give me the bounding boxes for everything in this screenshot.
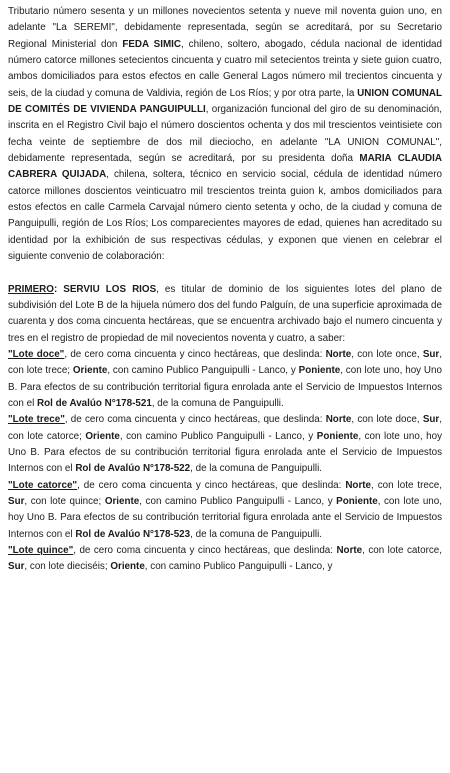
lot-name: "Lote quince" [8,545,74,556]
lot-name: "Lote trece" [8,414,65,426]
boundary-oriente: Oriente [104,495,140,507]
intro-text-1: Tributario número sesenta y un millones novecientos setenta y nueve mil noventa guion uno, en adelante "La SEREMI", debidamente representada, según se acreditará, por su Secretario Regional Ministerial don [8,6,442,50]
rol-avaluo: Rol de Avalúo N°178-523 [75,528,191,540]
boundary-oriente: Oriente [72,365,108,377]
lot-paragraph [8,412,442,477]
boundary-oriente: Oriente [85,430,120,442]
lot-text: , con lote once, [351,348,423,360]
boundary-norte: Norte [325,348,352,360]
primero-heading: PRIMERO [8,283,54,295]
boundary-norte: Norte [336,545,363,556]
lot-text: , con lote uno, hoy Uno B. Para efectos de su contribución territorial figura enrolada ante el Servicio de Impuestos Internos con el [8,430,443,475]
lot-text: , de cero coma cincuenta y cinco hectáreas, que deslinda: [64,348,326,360]
lot-text: , con lote catorce; [8,414,442,442]
lot-text: , de la comuna de Panguipulli. [190,528,323,540]
lot-text: , con camino Publico Panguipulli - Lanco, y [139,495,337,507]
boundary-sur: Sur [422,348,440,360]
lot-text: , con lote dieciséis; [24,561,111,573]
primero-party: SERVIU LOS RIOS [63,283,157,295]
boundary-poniente: Poniente [298,365,341,377]
document-page [8,4,442,576]
lot-text: , de la comuna de Panguipulli. [190,463,323,475]
lot-name: "Lote doce" [8,348,65,360]
rol-avaluo: Rol de Avalúo N°178-521 [37,397,152,409]
lot-text: , de cero coma cincuenta y cinco hectáreas, que deslinda: [73,545,337,556]
boundary-poniente: Poniente [336,495,378,507]
lot-text: , de cero coma cincuenta y cinco hectáreas, que deslinda: [77,479,346,491]
union-name: UNION COMUNAL DE COMITÉS DE VIVIENDA PANGUIPULLI [8,87,442,116]
intro-paragraph [8,4,442,266]
lot-text: , de la comuna de Panguipulli. [151,397,284,409]
boundary-norte: Norte [345,479,372,491]
primero-text: , es titular de dominio de los siguientes lotes del plano de subdivisión del Lote B de la hijuela número dos del fundo Palguín, de una superficie aproximada de cuarenta y dos coma cincuenta hectáreas, que se encuentra archivado bajo el numero cincuenta y tres en el registro de propiedad de mil novecientos noventa y cuatro, a saber: [8,283,443,344]
boundary-poniente: Poniente [316,430,359,442]
lot-name: "Lote catorce" [8,479,78,491]
lot-text: , con camino Publico Panguipulli - Lanco, y [119,430,317,442]
lot-text: , con camino Publico Panguipulli - Lanco, y [144,561,333,573]
boundary-sur: Sur [422,414,440,426]
paragraph-gap [8,266,442,282]
boundary-sur: Sur [8,561,25,573]
lot-text: , con camino Publico Panguipulli - Lanco, y [107,365,299,377]
lot-text: , con lote trece, [371,479,442,491]
lot-text: , con lote doce, [351,414,423,426]
boundary-sur: Sur [8,495,25,507]
primero-paragraph [8,282,442,347]
president-name: MARIA CLAUDIA CABRERA QUIJADA [8,153,442,181]
intro-text-4: , chilena, soltera, técnico en servicio social, cédula de identidad número catorce millones doscientos veinticuatro mil trescientos treinta guion k, ambos domiciliados para estos efectos en calle Carmela Carvajal número ciento setenta y ocho, de la ciudad y comuna de Panguipulli, región de Los Ríos; Los comparecientes mayores de edad, quienes han acreditado su identidad por la exhibición de sus respectivas cédulas, y exponen que vienen en celebrar el siguiente convenio de colaboración: [8,169,443,263]
representative-name: FEDA SIMIC [122,38,182,50]
lot-paragraph [8,478,442,543]
intro-text-3: , organización funcional del giro de su denominación, inscrita en el Registro Civil bajo el número doscientos ochenta y dos mil trescientos veintisiete con fecha veinte de septiembre de dos mil dieciocho, en adelante "LA UNION COMUNAL", debidamente representada, según se acreditará, por su presidenta doña [8,104,443,165]
lot-text: , con lote trece; [8,348,443,377]
lot-paragraph [8,347,442,412]
lot-text: , con lote uno, hoy Uno B. Para efectos de su contribución territorial figura enrolada ante el Servicio de Impuestos Internos con el [8,365,442,409]
boundary-oriente: Oriente [110,561,145,573]
boundary-norte: Norte [325,414,352,426]
lot-text: , con lote uno, hoy Uno B. Para efectos de su contribución territorial figura enrolada ante el Servicio de Impuestos Internos con el [8,495,442,540]
lot-paragraph [8,543,442,576]
lot-text: , con lote quince; [24,495,105,507]
lot-text: , de cero coma cincuenta y cinco hectáreas, que deslinda: [64,414,326,426]
rol-avaluo: Rol de Avalúo N°178-522 [75,463,191,475]
lot-text: , con lote catorce, [362,545,442,556]
intro-text-2: , chileno, soltero, abogado, cédula nacional de identidad número catorce millones setecientos cincuenta y cuatro mil setecientos treinta y siete guion cuatro, ambos domiciliados para estos efectos en calle General Lagos número mil trecientos cincuenta y seis, de la ciudad y comuna de Valdivia, región de Los Ríos; y por otra parte, la [8,38,443,99]
primero-colon: : [53,283,64,295]
